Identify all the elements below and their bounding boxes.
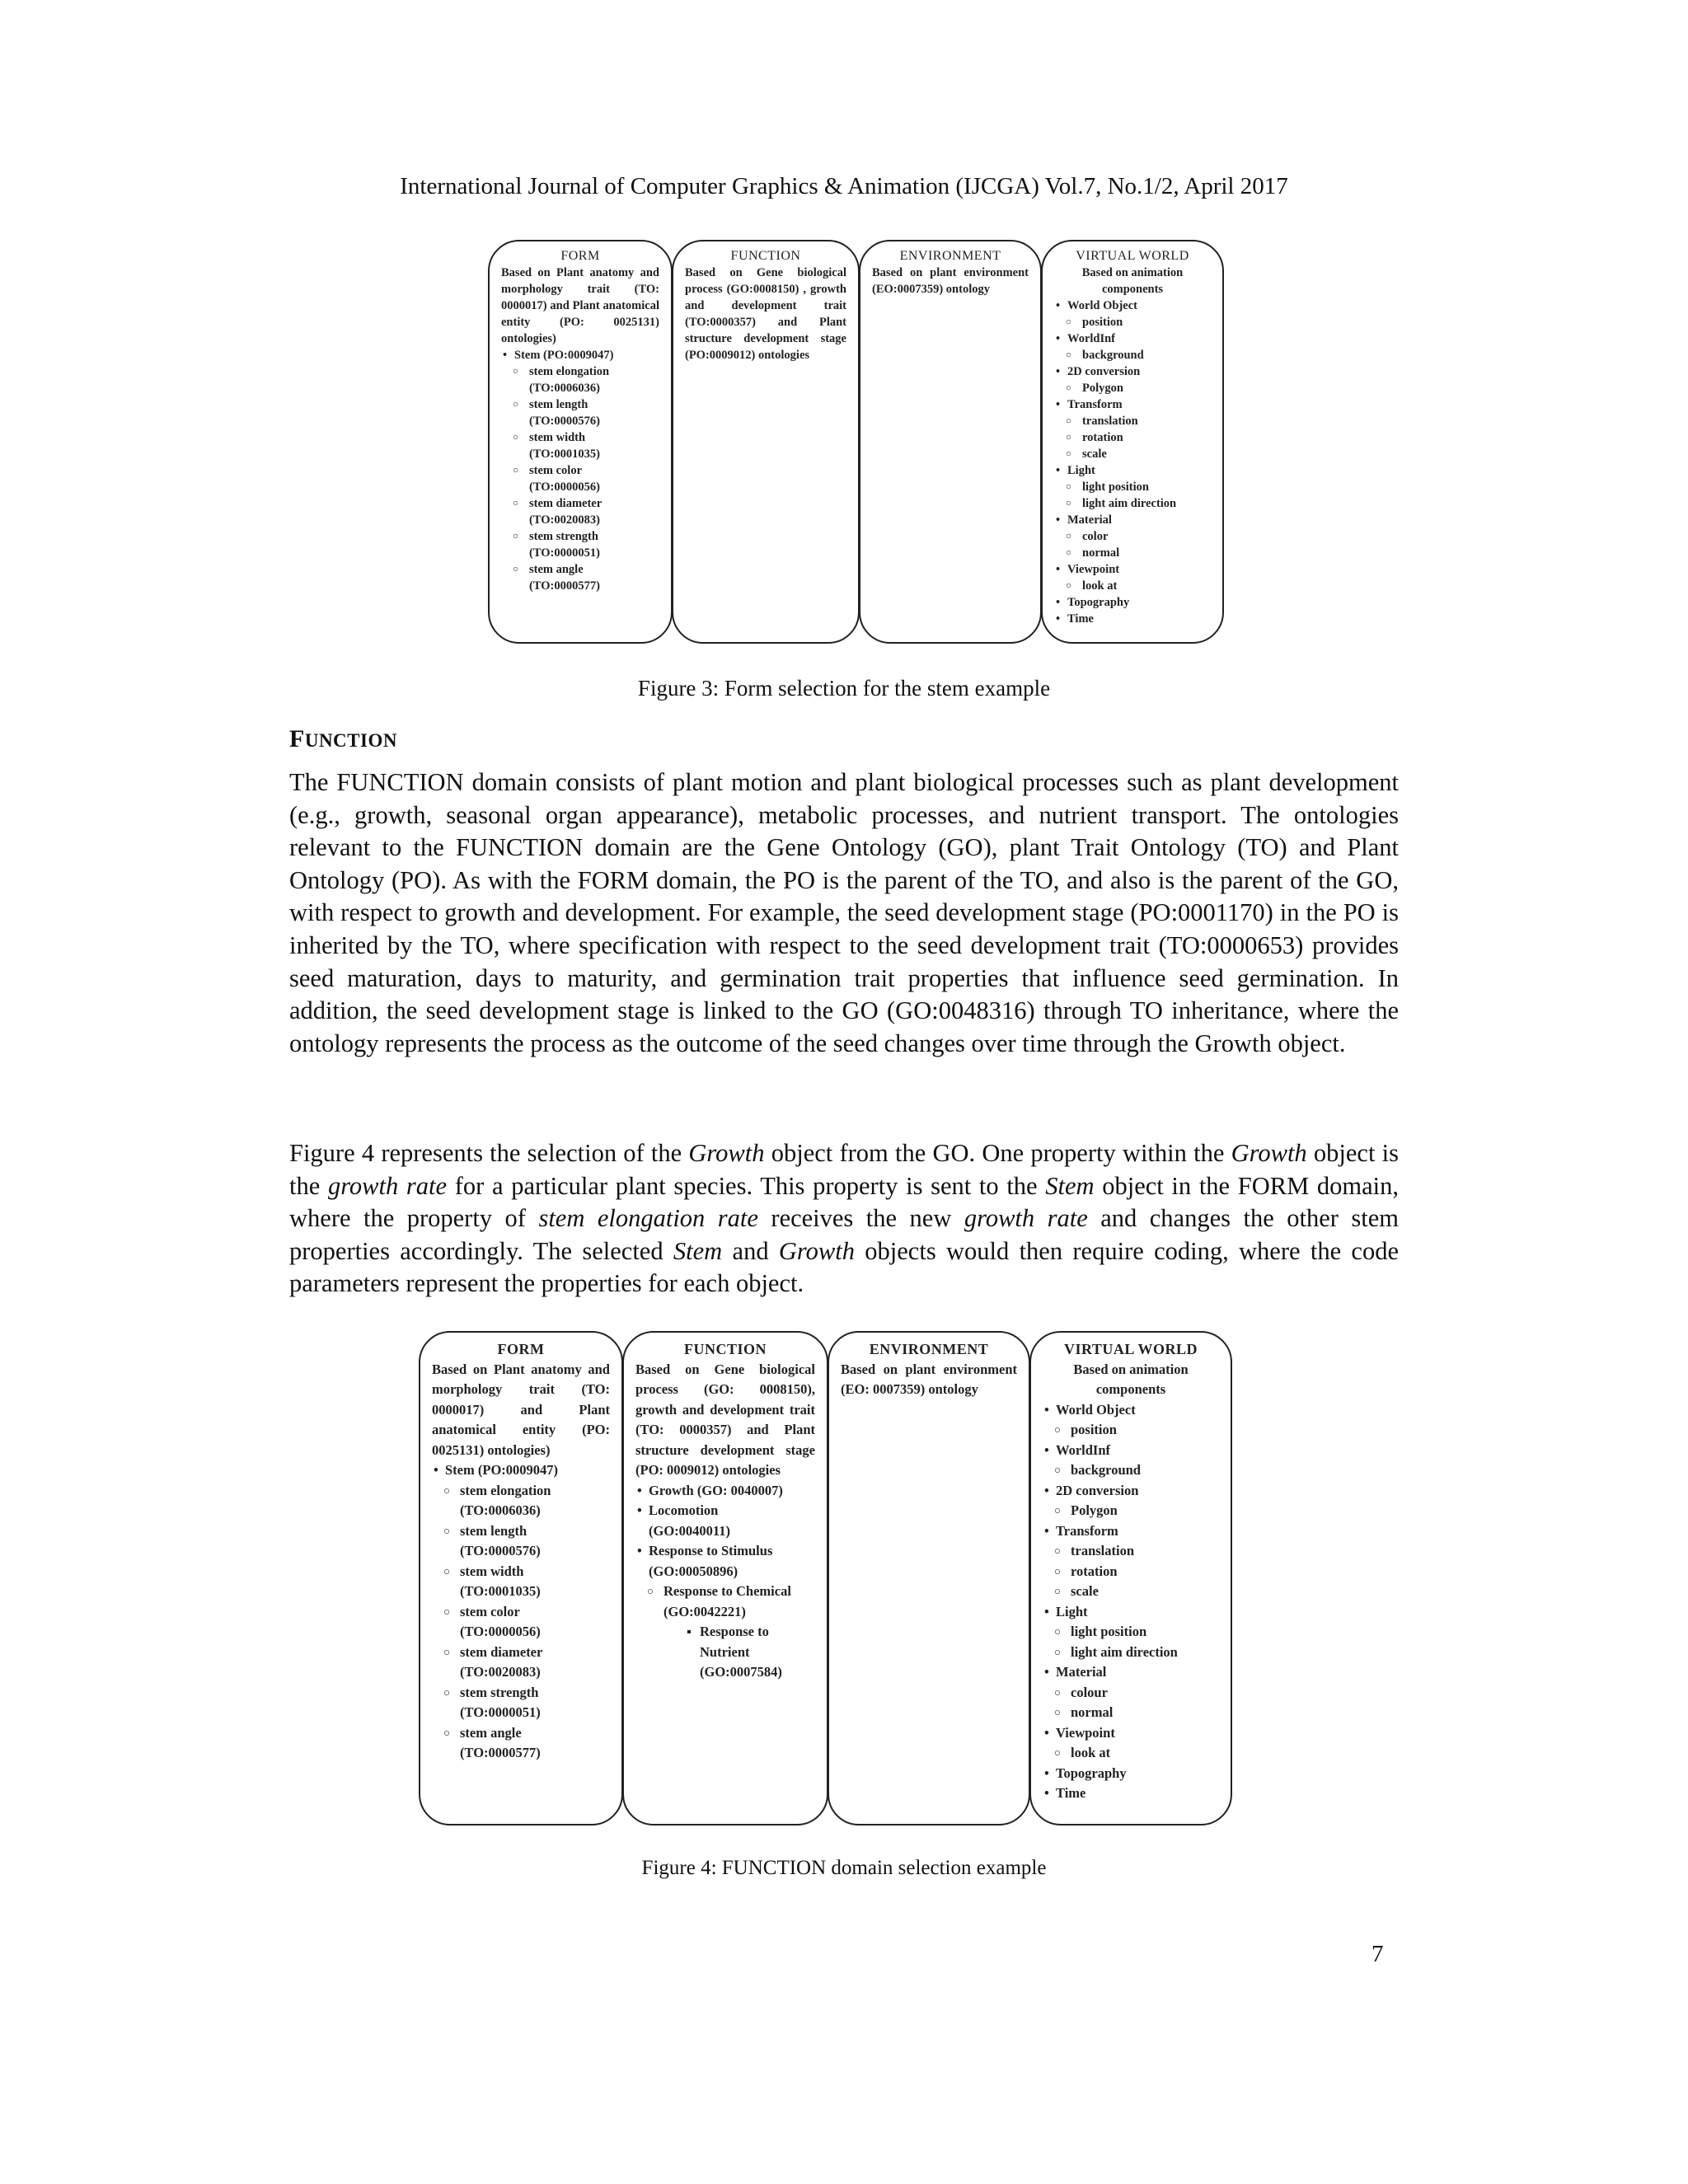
italic-run: growth rate <box>964 1204 1088 1233</box>
vw-item: • 2D conversion <box>1054 363 1211 380</box>
process-label-2: Nutrient <box>700 1643 750 1660</box>
vw-item: • World Object <box>1043 1400 1219 1421</box>
trait-id: (TO:0000056) <box>529 480 600 494</box>
fig4-function-nutrient <box>635 1622 815 1683</box>
trait-label: stem color <box>460 1603 520 1619</box>
fig3-form-stem-angle <box>501 561 659 594</box>
trait-id: (TO:0000056) <box>460 1624 541 1639</box>
fig3-environment-desc: Based on plant environment (EO:0007359) ontology <box>872 266 1029 296</box>
vw-subitem: ○ scale <box>1043 1582 1219 1602</box>
italic-run: Growth <box>778 1236 855 1265</box>
fig4-function-list <box>635 1481 815 1683</box>
fig4-function-desc: Based on Gene biological process (GO: 0008150), growth and development trait (TO: 0000357) and Plant structure development stage (PO: 0009012) ontologies <box>635 1361 815 1478</box>
fig3-form-stem-strength <box>501 528 659 561</box>
trait-id: (TO:0000576) <box>460 1543 541 1558</box>
vw-subitem: ○ look at <box>1043 1743 1219 1764</box>
text-run: Figure 4 represents the selection of the <box>289 1139 689 1167</box>
process-id: (GO:0007584) <box>700 1664 782 1680</box>
vw-item: • Transform <box>1054 396 1211 413</box>
fig4-function-locomotion <box>635 1501 815 1541</box>
vw-subitem: ○ look at <box>1054 578 1211 594</box>
fig4-function-panel <box>622 1331 828 1825</box>
vw-subitem: ○ rotation <box>1054 429 1211 446</box>
italic-run: Stem <box>673 1236 723 1265</box>
vw-subitem: ○ Polygon <box>1043 1501 1219 1521</box>
fig3-form-title: FORM <box>560 249 600 263</box>
fig4-function-title: FUNCTION <box>683 1341 767 1357</box>
trait-label: stem width <box>529 431 586 444</box>
trait-id: (TO:0020083) <box>460 1664 541 1680</box>
vw-item: • Viewpoint <box>1043 1723 1219 1744</box>
fig3-form-panel <box>488 240 673 644</box>
trait-id: (TO:0000576) <box>529 415 600 428</box>
trait-label: stem color <box>529 464 583 477</box>
trait-id: (TO:0001035) <box>529 448 600 461</box>
fig3-form-desc: Based on Plant anatomy and morphology trait (TO: 0000017) and Plant anatomical entity (PO: 0025131) ontologies) <box>501 266 659 345</box>
fig3-virtual-world-panel <box>1041 240 1224 644</box>
vw-subitem: ○ colour <box>1043 1683 1219 1704</box>
italic-run: Stem <box>1045 1171 1095 1200</box>
fig4-form-stem-diameter <box>432 1643 610 1683</box>
trait-id: (TO:0020083) <box>529 513 600 527</box>
italic-run: growth rate <box>327 1171 448 1200</box>
fig4-form-stem-width <box>432 1562 610 1602</box>
fig3-form-stem-length <box>501 396 659 429</box>
fig4-function-chemical <box>635 1582 815 1622</box>
trait-id: (TO:0006036) <box>529 382 600 395</box>
fig3-form-stem: • Stem (PO:0009047) <box>501 347 659 363</box>
text-run: object in the FORM domain, where the property of <box>289 1171 1400 1233</box>
vw-item: • Topography <box>1043 1764 1219 1784</box>
vw-item: • Topography <box>1054 594 1211 611</box>
trait-id: (TO:0000577) <box>460 1745 541 1760</box>
vw-subitem: ○ translation <box>1043 1541 1219 1562</box>
vw-item: • Transform <box>1043 1521 1219 1542</box>
vw-subitem: ○ light aim direction <box>1043 1643 1219 1663</box>
fig4-virtual-world-desc: Based on animation components <box>1073 1361 1189 1397</box>
fig4-form-list <box>432 1460 610 1764</box>
trait-label: stem diameter <box>460 1643 543 1660</box>
fig4-form-stem-color <box>432 1602 610 1643</box>
fig4-form-stem-length <box>432 1521 610 1562</box>
fig4-form-stem-angle <box>432 1723 610 1764</box>
fig4-virtual-world-panel <box>1029 1331 1232 1825</box>
running-header: International Journal of Computer Graphics & Animation (IJCGA) Vol.7, No.1/2, April 2017 <box>400 173 1288 199</box>
figure-4-caption: Figure 4: FUNCTION domain selection example <box>641 1857 1047 1879</box>
trait-id: (TO:0001035) <box>460 1583 541 1599</box>
vw-subitem: ○ Polygon <box>1054 380 1211 396</box>
fig4-form-desc: Based on Plant anatomy and morphology trait (TO: 0000017) and Plant anatomical entity (PO: 0025131) ontologies) <box>432 1361 610 1458</box>
trait-id: (TO:0000051) <box>460 1704 541 1720</box>
vw-item: • Light <box>1054 462 1211 479</box>
text-run: object is the <box>289 1139 1399 1200</box>
fig4-function-growth: • Growth (GO: 0040007) <box>635 1481 815 1502</box>
vw-subitem: ○ normal <box>1054 545 1211 561</box>
trait-id: (TO:0000577) <box>529 579 600 593</box>
text-run: and <box>722 1236 779 1265</box>
fig3-form-stem-diameter <box>501 495 659 528</box>
fig4-function-stimulus <box>635 1541 815 1582</box>
trait-label: stem width <box>460 1563 524 1579</box>
process-id: (GO:0042221) <box>663 1603 746 1619</box>
text-run: receives the new <box>757 1204 964 1233</box>
paragraph-2 <box>289 1137 1399 1301</box>
fig4-virtual-world-title: VIRTUAL WORLD <box>1063 1341 1198 1357</box>
fig3-virtual-world-title: VIRTUAL WORLD <box>1076 249 1189 263</box>
fig3-environment-title: ENVIRONMENT <box>899 249 1001 263</box>
trait-id: (TO:0000051) <box>529 546 600 560</box>
fig3-form-list <box>501 347 659 594</box>
trait-label: stem strength <box>529 530 598 543</box>
process-id: (GO:00050896) <box>649 1563 738 1579</box>
vw-subitem: ○ position <box>1043 1420 1219 1441</box>
vw-item: • WorldInf <box>1054 330 1211 347</box>
trait-label: stem strength <box>460 1684 539 1700</box>
fig3-form-stem-width <box>501 429 659 462</box>
fig3-virtual-world-desc: Based on animation components <box>1081 266 1184 296</box>
trait-label: stem length <box>529 398 588 411</box>
fig3-form-stem-elongation <box>501 363 659 396</box>
vw-subitem: ○ normal <box>1043 1703 1219 1723</box>
fig3-function-desc: Based on Gene biological process (GO:0008150) , growth and development trait (TO:0000357) and Plant structure development stage (PO:0009012) ontologies <box>685 266 846 362</box>
italic-run: stem elongation rate <box>538 1204 758 1233</box>
process-label: Response to Stimulus <box>649 1543 773 1558</box>
paragraph-1: The FUNCTION domain consists of plant motion and plant biological processes such as plant development (e.g., growth, seasonal organ appearance), metabolic processes, and nutrient transport. The ontologies relevant to the FUNCTION domain are the Gene Ontology (GO), plant Trait Ontology (TO) and Plant Ontology (PO). As with the FORM domain, the PO is the parent of the TO, and also is the parent of the GO, with respect to growth and development. For example, the seed development stage (PO:0001170) in the PO is inherited by the TO, where specification with respect to the seed development trait (TO:0000653) provides seed maturation, days to maturity, and germination trait properties that influence seed germination. In addition, the seed development stage is linked to the GO (GO:0048316) through TO inheritance, where the ontology represents the process as the outcome of the seed changes over time through the Growth object. <box>289 768 1399 1057</box>
vw-item: • Time <box>1054 611 1211 627</box>
vw-subitem: ○ color <box>1054 528 1211 545</box>
vw-subitem: ○ translation <box>1054 413 1211 429</box>
fig4-environment-title: ENVIRONMENT <box>869 1341 989 1357</box>
fig4-environment-panel <box>828 1331 1030 1825</box>
fig3-environment-panel <box>859 240 1042 644</box>
vw-subitem: ○ light aim direction <box>1054 495 1211 512</box>
text-run: for a particular plant species. This property is sent to the <box>447 1171 1046 1200</box>
figure-4 <box>419 1331 1231 1825</box>
fig4-form-panel <box>419 1331 623 1825</box>
trait-id: (TO:0006036) <box>460 1502 541 1518</box>
heading-rest: UNCTION <box>304 730 397 751</box>
fig3-function-title: FUNCTION <box>730 249 801 263</box>
process-label: Locomotion <box>649 1502 719 1518</box>
italic-run: Growth <box>1231 1139 1307 1167</box>
fig3-virtual-world-list <box>1054 298 1211 627</box>
vw-item: • Light <box>1043 1602 1219 1623</box>
process-label: ▪ Response to <box>700 1624 769 1639</box>
trait-label: stem diameter <box>529 497 603 510</box>
vw-item: • World Object <box>1054 298 1211 314</box>
vw-subitem: ○ light position <box>1054 479 1211 495</box>
figure-3 <box>488 240 1223 644</box>
process-label: Response to Chemical <box>663 1583 791 1599</box>
figure-3-caption: Figure 3: Form selection for the stem example <box>637 676 1051 701</box>
fig4-environment-desc: Based on plant environment (EO: 0007359) ontology <box>841 1361 1017 1397</box>
fig4-form-stem-elongation <box>432 1481 610 1521</box>
vw-item: • Material <box>1054 512 1211 528</box>
fig4-form-stem-strength <box>432 1683 610 1723</box>
text-run: object from the GO. One property within the <box>764 1139 1231 1167</box>
text-run: objects would then require coding, where the code parameters represent the properties for each object. <box>289 1236 1399 1298</box>
heading-initial: F <box>289 725 305 752</box>
italic-run: Growth <box>688 1139 765 1167</box>
fig3-function-panel <box>672 240 860 644</box>
vw-subitem: ○ scale <box>1054 446 1211 462</box>
vw-item: • Viewpoint <box>1054 561 1211 578</box>
vw-subitem: ○ background <box>1054 347 1211 363</box>
fig3-form-stem-color <box>501 462 659 495</box>
vw-item: • Time <box>1043 1783 1219 1804</box>
trait-label: stem elongation <box>460 1482 551 1498</box>
vw-item: • WorldInf <box>1043 1441 1219 1461</box>
vw-subitem: ○ position <box>1054 314 1211 330</box>
vw-subitem: ○ background <box>1043 1460 1219 1481</box>
trait-label: stem angle <box>460 1724 522 1741</box>
fig4-form-stem: • Stem (PO:0009047) <box>432 1460 610 1481</box>
vw-item: • Material <box>1043 1662 1219 1683</box>
section-heading-function <box>289 725 397 753</box>
vw-subitem: ○ light position <box>1043 1622 1219 1643</box>
process-id: (GO:0040011) <box>649 1522 730 1539</box>
trait-label: stem elongation <box>529 365 610 378</box>
vw-subitem: ○ rotation <box>1043 1562 1219 1582</box>
page-number: 7 <box>1372 1941 1384 1967</box>
trait-label: stem length <box>460 1522 528 1539</box>
trait-label: stem angle <box>529 563 584 576</box>
fig4-virtual-world-list <box>1043 1400 1219 1804</box>
fig4-form-title: FORM <box>497 1341 545 1357</box>
vw-item: • 2D conversion <box>1043 1481 1219 1502</box>
text-run: and changes the other stem properties accordingly. The selected <box>289 1204 1399 1265</box>
